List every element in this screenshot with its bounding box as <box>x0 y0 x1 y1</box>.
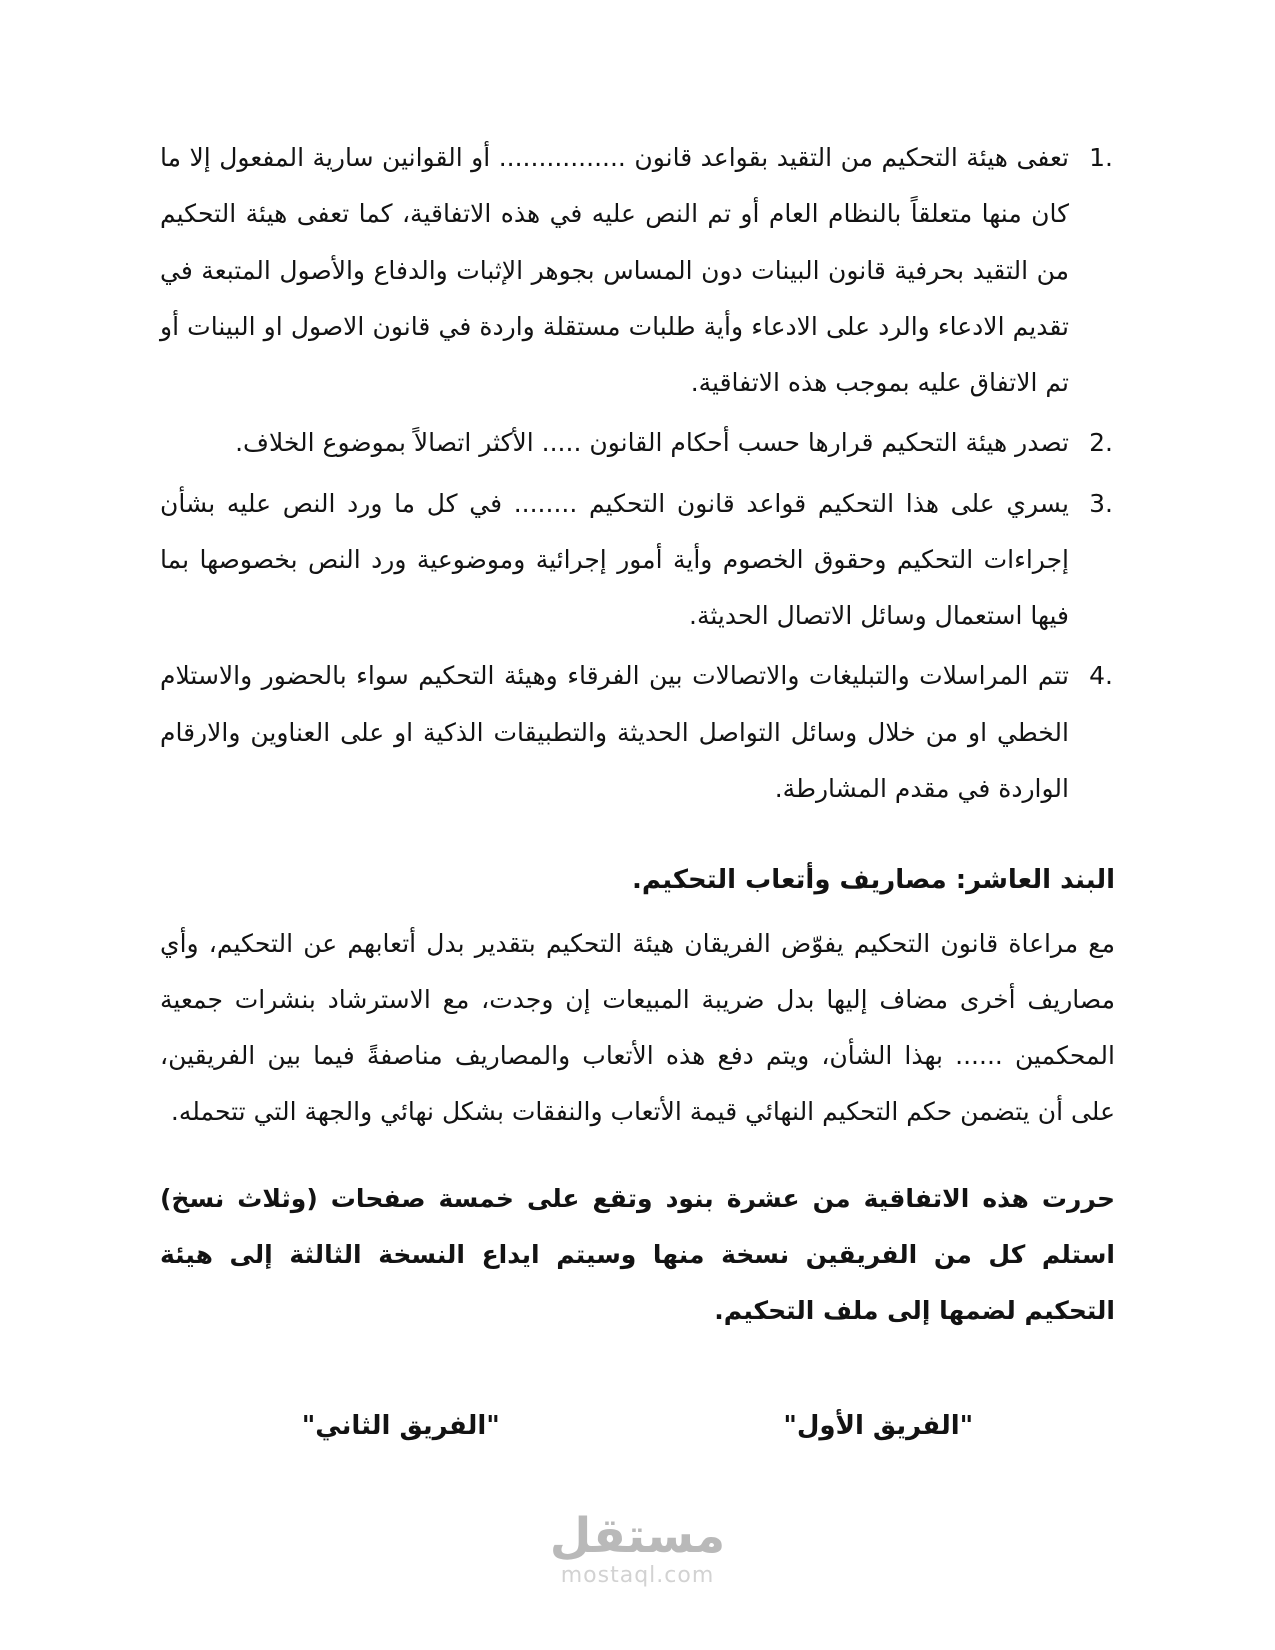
document-content <box>160 130 1115 1456</box>
list-item-number: 4. <box>1089 661 1113 691</box>
list-item-number: 3. <box>1089 488 1113 518</box>
list-item-text: تصدر هيئة التحكيم قرارها حسب أحكام القانون ..... الأكثر اتصالاً بموضوع الخلاف. <box>235 428 1069 458</box>
numbered-list <box>160 130 1115 817</box>
watermark <box>0 1510 1275 1588</box>
list-item-text: تعفى هيئة التحكيم من التقيد بقواعد قانون ................ أو القوانين سارية المفعول إلا ما كان منها متعلقاً بالنظام العام أو تم النص عليه في هذه الاتفاقية، كما تعفى هيئة التحكيم من التقيد بحرفية قانون البينات دون المساس بجوهر الإثبات والدفاع والأصول المتبعة في تقديم الادعاء والرد على الادعاء وأية طلبات مستقلة واردة في قانون الاصول او البينات أو تم الاتفاق عليه بموجب هذه الاتفاقية. <box>160 143 1069 397</box>
list-item-number: 1. <box>1089 143 1113 172</box>
list-item-text: يسري على هذا التحكيم قواعد قانون التحكيم ........ في كل ما ورد النص عليه بشأن إجراءات التحكيم وحقوق الخصوم وأية أمور إجرائية وموضوعية ورد النص بخصوصها بما فيها استعمال وسائل الاتصال الحديثة. <box>160 488 1069 630</box>
signature-first-party: "الفريق الأول" <box>783 1411 974 1442</box>
list-item-text: تتم المراسلات والتبليغات والاتصالات بين الفرقاء وهيئة التحكيم سواء بالحضور والاستلام الخطي او من خلال وسائل التواصل الحديثة والتطبيقات الذكية او على العناوين والارقام الواردة في مقدم المشارطة. <box>160 661 1069 803</box>
watermark-domain: mostaql.com <box>560 1563 715 1588</box>
list-item-number: 2. <box>1089 428 1113 458</box>
mostaql-logo: مستقل <box>549 1508 726 1565</box>
list-item <box>160 415 1115 471</box>
clause-heading: البند العاشر: مصاريف وأتعاب التحكيم. <box>632 865 1115 895</box>
fees-paragraph: مع مراعاة قانون التحكيم يفوّض الفريقان هيئة التحكيم بتقدير بدل أتعابهم عن التحكيم، وأي مصاريف أخرى مضاف إليها بدل ضريبة المبيعات إن وجدت، مع الاسترشاد بنشرات جمعية المحكمين ...... بهذا الشأن، ويتم دفع هذه الأتعاب والمصاريف مناصفةً فيما بين الفريقين، على أن يتضمن حكم التحكيم النهائي قيمة الأتعاب والنفقات بشكل نهائي والجهة التي تتحمله. <box>160 928 1115 1127</box>
list-item <box>160 130 1115 411</box>
signature-second-party: "الفريق الثاني" <box>301 1411 500 1442</box>
list-item <box>160 476 1115 645</box>
signatures-row <box>160 1397 1115 1456</box>
list-item <box>160 648 1115 817</box>
closing-paragraph: حررت هذه الاتفاقية من عشرة بنود وتقع على خمسة صفحات (وثلاث نسخ) استلم كل من الفريقين نسخة منها وسيتم ايداع النسخة الثالثة إلى هيئة التحكيم لضمها إلى ملف التحكيم. <box>160 1183 1115 1325</box>
